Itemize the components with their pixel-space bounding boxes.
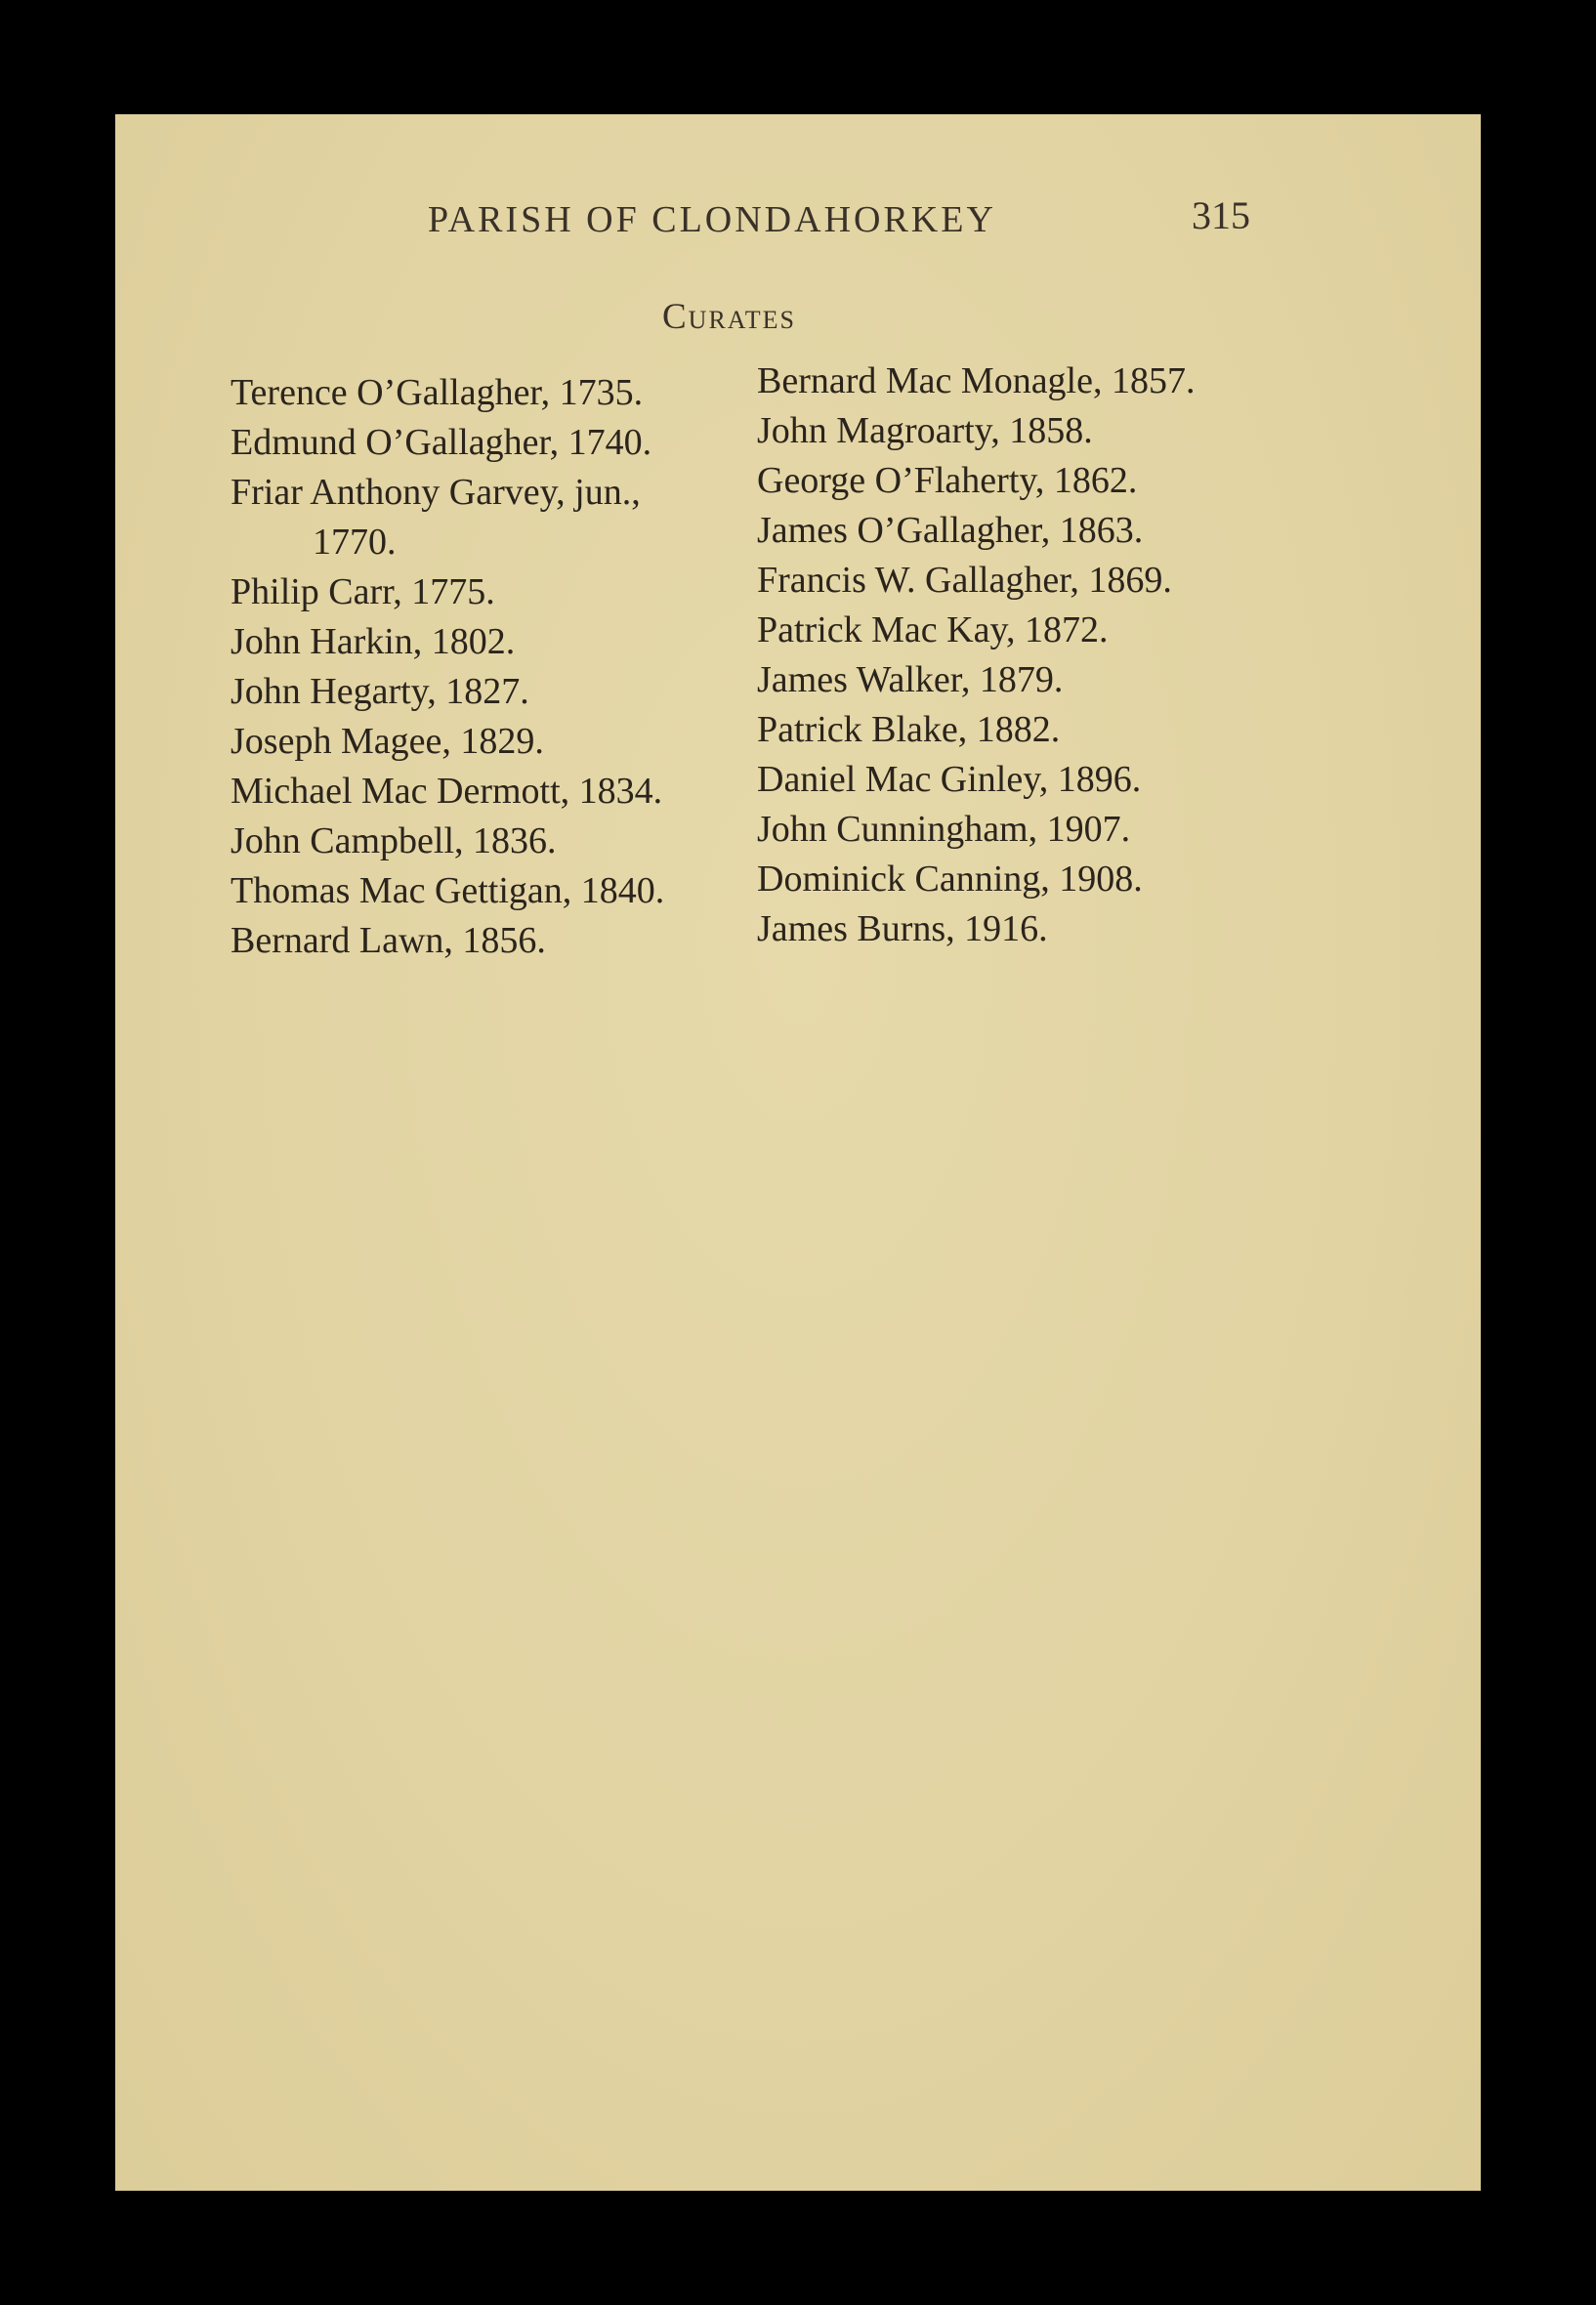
list-item: Philip Carr, 1775. (231, 571, 495, 612)
list-item: Patrick Mac Kay, 1872. (757, 609, 1109, 650)
list-item: Terence O’Gallagher, 1735. (231, 372, 644, 413)
list-item: Patrick Blake, 1882. (757, 709, 1061, 750)
list-item: Thomas Mac Gettigan, 1840. (231, 870, 665, 911)
curates-list-left (231, 368, 664, 966)
section-title: Curates (662, 297, 796, 337)
list-item: James O’Gallagher, 1863. (757, 510, 1144, 551)
page-number: 315 (1192, 193, 1250, 237)
book-page (115, 114, 1481, 2191)
list-item: John Hegarty, 1827. (231, 671, 529, 712)
list-item: Bernard Mac Monagle, 1857. (757, 360, 1196, 401)
list-item: James Walker, 1879. (757, 659, 1064, 700)
list-item-continuation: 1770. (313, 522, 397, 563)
curates-list-right (757, 356, 1196, 954)
list-item: Dominick Canning, 1908. (757, 859, 1143, 900)
list-item: Edmund O’Gallagher, 1740. (231, 422, 652, 463)
list-item: Bernard Lawn, 1856. (231, 920, 546, 961)
list-item: John Cunningham, 1907. (757, 809, 1131, 850)
list-item: Michael Mac Dermott, 1834. (231, 771, 663, 812)
list-item: John Campbell, 1836. (231, 820, 557, 861)
list-item: George O’Flaherty, 1862. (757, 460, 1138, 501)
list-item: John Harkin, 1802. (231, 621, 516, 662)
list-item: John Magroarty, 1858. (757, 410, 1093, 451)
list-item: Francis W. Gallagher, 1869. (757, 560, 1172, 601)
list-item: James Burns, 1916. (757, 908, 1048, 949)
list-item: Daniel Mac Ginley, 1896. (757, 759, 1142, 800)
list-item: Joseph Magee, 1829. (231, 721, 544, 762)
running-title: PARISH OF CLONDAHORKEY (428, 199, 996, 240)
list-item: Friar Anthony Garvey, jun., (231, 472, 641, 513)
